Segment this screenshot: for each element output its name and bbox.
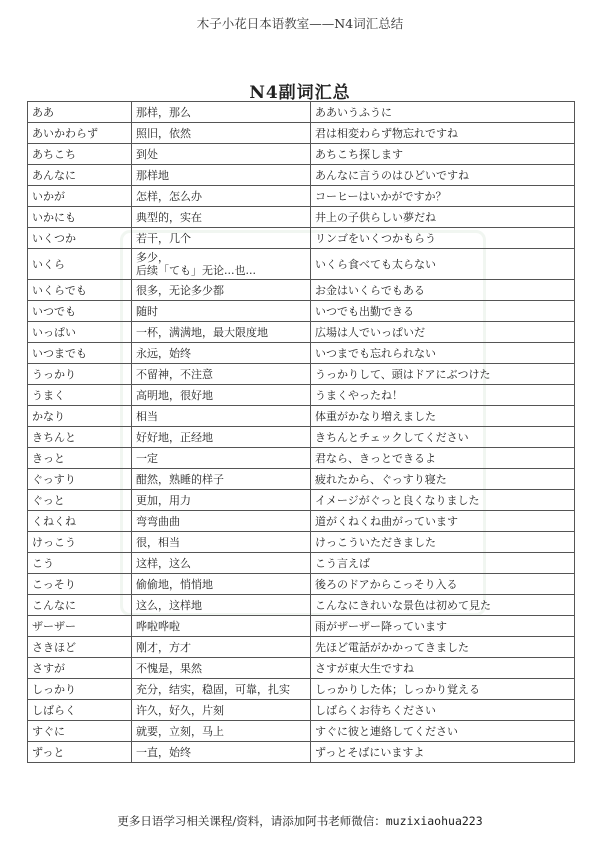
example-cell: 広場は人でいっぱいだ — [311, 322, 575, 343]
table-row — [28, 721, 575, 742]
wechat-id: muzixiaohua223 — [385, 814, 483, 828]
meaning-cell: 很多，无论多少都 — [132, 280, 311, 301]
example-cell: けっこういただきました — [311, 532, 575, 553]
table-row — [28, 364, 575, 385]
word-cell: ああ — [28, 102, 132, 123]
page-title: N4副词汇总 — [249, 83, 351, 103]
meaning-cell: 一直，始终 — [132, 742, 311, 763]
meaning-cell: 刚才，方才 — [132, 637, 311, 658]
word-cell: ずっと — [28, 742, 132, 763]
table-row — [28, 616, 575, 637]
table-row — [28, 511, 575, 532]
example-cell: いつでも出勤できる — [311, 301, 575, 322]
word-cell: いつでも — [28, 301, 132, 322]
word-cell: いっぱい — [28, 322, 132, 343]
example-cell: 体重がかなり増えました — [311, 406, 575, 427]
meaning-cell: 更加，用力 — [132, 490, 311, 511]
word-cell: あちこち — [28, 144, 132, 165]
example-cell: 君は相変わらず物忘れですね — [311, 123, 575, 144]
page-header: 木子小花日本语教室——N4词汇总结 — [196, 16, 404, 31]
example-cell: しばらくお待ちください — [311, 700, 575, 721]
example-cell: あんなに言うのはひどいですね — [311, 165, 575, 186]
meaning-cell: 照旧，依然 — [132, 123, 311, 144]
example-cell: さすが東大生ですね — [311, 658, 575, 679]
word-cell: うっかり — [28, 364, 132, 385]
example-cell: イメージがぐっと良くなりました — [311, 490, 575, 511]
table-row — [28, 679, 575, 700]
meaning-cell: 不愧是，果然 — [132, 658, 311, 679]
word-cell: かなり — [28, 406, 132, 427]
table-row — [28, 280, 575, 301]
word-cell: ぐっすり — [28, 469, 132, 490]
table-row — [28, 553, 575, 574]
meaning-cell: 充分，结实，稳固，可靠，扎实 — [132, 679, 311, 700]
word-cell: いかにも — [28, 207, 132, 228]
example-cell: 君なら、きっとできるよ — [311, 448, 575, 469]
meaning-cell: 相当 — [132, 406, 311, 427]
meaning-cell: 若干，几个 — [132, 228, 311, 249]
meaning-cell: 多少， 后续「ても」无论...也... — [132, 249, 311, 280]
table-row — [28, 637, 575, 658]
table-row — [28, 742, 575, 763]
table-row — [28, 406, 575, 427]
word-cell: きっと — [28, 448, 132, 469]
word-cell: いつまでも — [28, 343, 132, 364]
meaning-cell: 许久，好久，片刻 — [132, 700, 311, 721]
table-row — [28, 490, 575, 511]
word-cell: こう — [28, 553, 132, 574]
table-row — [28, 322, 575, 343]
footer-text: 更多日语学习相关课程/资料，请添加阿书老师微信： — [117, 814, 386, 828]
table-row — [28, 228, 575, 249]
word-cell: しっかり — [28, 679, 132, 700]
word-cell: ぐっと — [28, 490, 132, 511]
meaning-cell: 偷偷地，悄悄地 — [132, 574, 311, 595]
example-cell: うまくやったね！ — [311, 385, 575, 406]
table-row — [28, 301, 575, 322]
word-cell: けっこう — [28, 532, 132, 553]
meaning-cell: 不留神，不注意 — [132, 364, 311, 385]
example-cell: すぐに彼と連絡してください — [311, 721, 575, 742]
word-cell: くねくね — [28, 511, 132, 532]
example-cell: ああいうふうに — [311, 102, 575, 123]
example-cell: いつまでも忘れられない — [311, 343, 575, 364]
meaning-cell: 一定 — [132, 448, 311, 469]
table-row — [28, 102, 575, 123]
example-cell: こんなにきれいな景色は初めて見た — [311, 595, 575, 616]
example-cell: いくら食べても太らない — [311, 249, 575, 280]
word-cell: さきほど — [28, 637, 132, 658]
example-cell: お金はいくらでもある — [311, 280, 575, 301]
word-cell: こんなに — [28, 595, 132, 616]
table-row — [28, 123, 575, 144]
example-cell: 道がくねくね曲がっています — [311, 511, 575, 532]
meaning-cell: 弯弯曲曲 — [132, 511, 311, 532]
vocabulary-table-body — [28, 102, 575, 763]
table-row — [28, 385, 575, 406]
example-cell: 雨がザーザー降っています — [311, 616, 575, 637]
word-cell: いくつか — [28, 228, 132, 249]
word-cell: いくら — [28, 249, 132, 280]
example-cell: 先ほど電話がかかってきました — [311, 637, 575, 658]
table-row — [28, 532, 575, 553]
table-row — [28, 448, 575, 469]
word-cell: ザーザー — [28, 616, 132, 637]
word-cell: きちんと — [28, 427, 132, 448]
meaning-cell: 到处 — [132, 144, 311, 165]
meaning-cell: 永远，始终 — [132, 343, 311, 364]
example-cell: コーヒーはいかがですか？ — [311, 186, 575, 207]
word-cell: すぐに — [28, 721, 132, 742]
word-cell: あいかわらず — [28, 123, 132, 144]
word-cell: あんなに — [28, 165, 132, 186]
example-cell: 井上の子供らしい夢だね — [311, 207, 575, 228]
table-row — [28, 700, 575, 721]
table-row — [28, 427, 575, 448]
table-row — [28, 249, 575, 280]
table-row — [28, 165, 575, 186]
meaning-cell: 就要，立刻，马上 — [132, 721, 311, 742]
example-cell: きちんとチェックしてください — [311, 427, 575, 448]
example-cell: こう言えば — [311, 553, 575, 574]
meaning-cell: 这么，这样地 — [132, 595, 311, 616]
word-cell: いかが — [28, 186, 132, 207]
meaning-cell: 那样地 — [132, 165, 311, 186]
example-cell: 疲れたから、ぐっすり寝た — [311, 469, 575, 490]
table-row — [28, 658, 575, 679]
example-cell: うっかりして、頭はドアにぶつけた — [311, 364, 575, 385]
meaning-cell: 哗啦哗啦 — [132, 616, 311, 637]
word-cell: しばらく — [28, 700, 132, 721]
word-cell: こっそり — [28, 574, 132, 595]
word-cell: さすが — [28, 658, 132, 679]
vocabulary-table — [27, 101, 575, 763]
meaning-cell: 怎样，怎么办 — [132, 186, 311, 207]
meaning-cell: 随时 — [132, 301, 311, 322]
example-cell: あちこち探します — [311, 144, 575, 165]
meaning-cell: 高明地，很好地 — [132, 385, 311, 406]
meaning-cell: 一杯，满满地，最大限度地 — [132, 322, 311, 343]
meaning-cell: 很，相当 — [132, 532, 311, 553]
meaning-cell: 那样，那么 — [132, 102, 311, 123]
example-cell: ずっとそばにいますよ — [311, 742, 575, 763]
table-row — [28, 469, 575, 490]
meaning-cell: 好好地，正经地 — [132, 427, 311, 448]
table-row — [28, 207, 575, 228]
footer — [0, 813, 600, 829]
meaning-cell: 这样，这么 — [132, 553, 311, 574]
table-row — [28, 144, 575, 165]
table-row — [28, 186, 575, 207]
meaning-cell: 酣然，熟睡的样子 — [132, 469, 311, 490]
example-cell: 後ろのドアからこっそり入る — [311, 574, 575, 595]
word-cell: うまく — [28, 385, 132, 406]
word-cell: いくらでも — [28, 280, 132, 301]
example-cell: しっかりした体；しっかり覚える — [311, 679, 575, 700]
meaning-cell: 典型的，实在 — [132, 207, 311, 228]
table-row — [28, 343, 575, 364]
table-row — [28, 574, 575, 595]
example-cell: リンゴをいくつかもらう — [311, 228, 575, 249]
table-row — [28, 595, 575, 616]
